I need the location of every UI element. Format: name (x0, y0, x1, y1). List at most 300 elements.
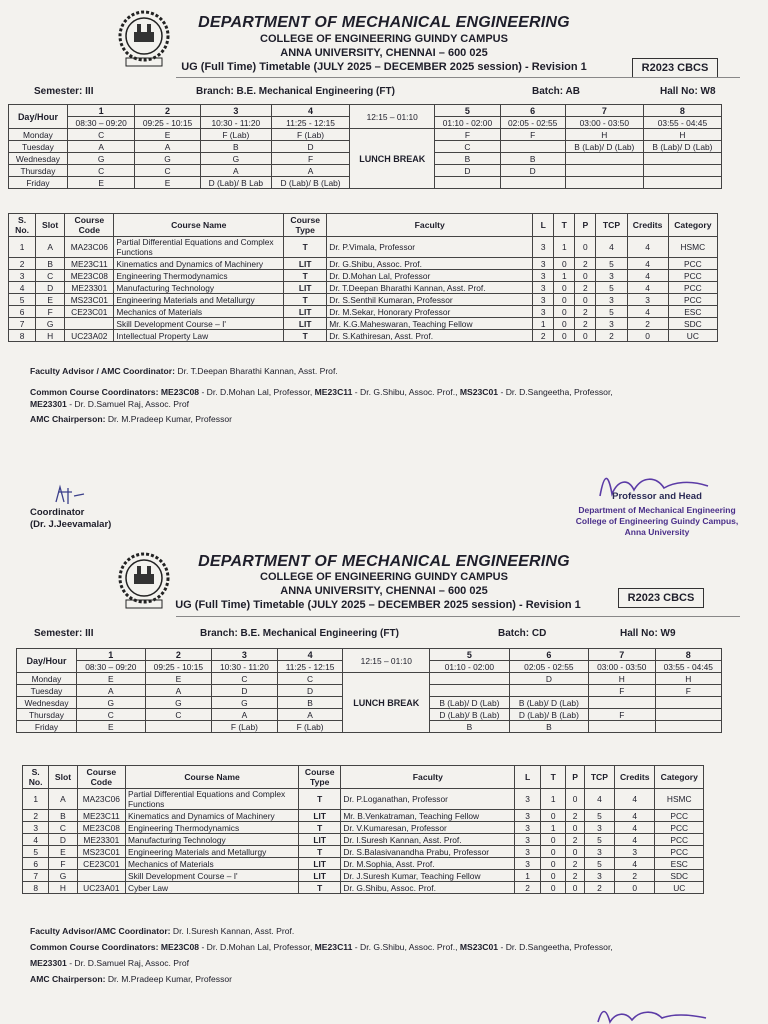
hour-header: 7 (589, 649, 655, 661)
course-name: Engineering Materials and Metallurgy (114, 294, 284, 306)
slot-cell: C (435, 141, 500, 153)
course-t: 0 (540, 834, 566, 846)
table-row (23, 822, 704, 834)
course-tcp: 5 (584, 810, 614, 822)
course-faculty: Dr. P.Loganathan, Professor (341, 789, 515, 810)
course-type: LIT (284, 258, 327, 270)
course-code: ME23C08 (65, 270, 114, 282)
course-t: 0 (540, 858, 566, 870)
course-tcp: 4 (596, 237, 627, 258)
time-header: 03:55 - 04:45 (655, 661, 722, 673)
course-code: CE23C01 (77, 858, 125, 870)
course-category: PCC (668, 294, 717, 306)
table-row (9, 258, 718, 270)
course-slot: D (36, 282, 65, 294)
slot-cell: F (435, 129, 500, 141)
course-code (77, 870, 125, 882)
col-header: Faculty (327, 214, 533, 237)
course-no: 3 (23, 822, 49, 834)
course-l: 3 (515, 822, 541, 834)
course-l: 2 (515, 882, 541, 894)
slot-cell: H (565, 129, 643, 141)
hour-header: 2 (135, 105, 200, 117)
course-faculty: Dr. J.Suresh Kumar, Teaching Fellow (341, 870, 515, 882)
course-no: 5 (9, 294, 36, 306)
course-p: 0 (566, 882, 584, 894)
course-t: 0 (554, 294, 575, 306)
slot-cell (500, 177, 565, 189)
course-faculty: Mr. K.G.Maheswaran, Teaching Fellow (327, 318, 533, 330)
course-category: PCC (668, 258, 717, 270)
ccc-code: ME23C08 (160, 387, 200, 397)
course-type: T (284, 237, 327, 258)
day-label: Monday (17, 673, 77, 685)
course-l: 3 (515, 810, 541, 822)
col-header: P (575, 214, 596, 237)
course-p: 0 (575, 330, 596, 342)
course-slot: B (49, 810, 77, 822)
course-credits: 0 (615, 882, 655, 894)
course-name: Skill Development Course – I' (126, 870, 299, 882)
faculty-advisor-label: Faculty Advisor / AMC Coordinator: (30, 366, 175, 376)
day-label: Wednesday (9, 153, 68, 165)
slot-cell: D (435, 165, 500, 177)
course-credits: 4 (615, 810, 655, 822)
slot-cell: F (Lab) (212, 721, 278, 733)
lunch-break: LUNCH BREAK (343, 673, 430, 733)
slot-cell: B (509, 721, 588, 733)
hod-title: Professor and Head (612, 491, 702, 502)
hour-header: 6 (509, 649, 588, 661)
course-code: MS23C01 (77, 846, 125, 858)
course-tcp: 5 (584, 834, 614, 846)
slot-cell: B (200, 141, 271, 153)
timetable-title: UG (Full Time) Timetable (JULY 2025 – DECEMBER 2025 session) - Revision 1 (181, 61, 587, 73)
slot-cell: D (Lab)/ B (Lab) (509, 709, 588, 721)
hour-header: 1 (67, 105, 135, 117)
table-row (9, 294, 718, 306)
slot-cell: D (Lab)/ B (Lab) (430, 709, 509, 721)
course-type: T (299, 882, 341, 894)
batch-label: Batch: AB (532, 86, 580, 97)
slot-cell (643, 153, 721, 165)
course-name: Engineering Thermodynamics (126, 822, 299, 834)
hour-header: 2 (145, 649, 211, 661)
ccc-name: - Dr. G.Shibu, Assoc. Prof., (354, 387, 458, 397)
course-no: 4 (9, 282, 36, 294)
course-faculty: Dr. T.Deepan Bharathi Kannan, Asst. Prof. (327, 282, 533, 294)
course-credits: 4 (615, 822, 655, 834)
course-slot: H (36, 330, 65, 342)
course-t: 0 (540, 870, 566, 882)
slot-cell: D (277, 685, 343, 697)
time-header: 03:55 - 04:45 (643, 117, 721, 129)
col-header: Course Type (299, 766, 341, 789)
time-header: 10:30 - 11:20 (212, 661, 278, 673)
slot-cell (643, 177, 721, 189)
slot-cell (145, 721, 211, 733)
amc-chairperson-label: AMC Chairperson: (30, 414, 106, 424)
course-type: LIT (299, 870, 341, 882)
course-name: Partial Differential Equations and Complex Functions (114, 237, 284, 258)
course-no: 7 (23, 870, 49, 882)
course-credits: 4 (627, 258, 668, 270)
slot-cell: E (76, 721, 145, 733)
day-label: Thursday (17, 709, 77, 721)
ccc-code: MS23C01 (459, 942, 499, 952)
slot-cell: F (655, 685, 722, 697)
course-no: 5 (23, 846, 49, 858)
course-l: 3 (515, 789, 541, 810)
course-credits: 4 (615, 858, 655, 870)
course-no: 1 (9, 237, 36, 258)
course-credits: 2 (615, 870, 655, 882)
course-credits: 3 (627, 294, 668, 306)
course-slot: G (36, 318, 65, 330)
slot-cell: A (200, 165, 271, 177)
slot-cell: E (135, 177, 200, 189)
course-name: Kinematics and Dynamics of Machinery (126, 810, 299, 822)
course-name: Mechanics of Materials (126, 858, 299, 870)
course-p: 2 (566, 810, 584, 822)
amc-chairperson-label: AMC Chairperson: (30, 974, 106, 984)
slot-cell (565, 177, 643, 189)
slot-cell (565, 165, 643, 177)
slot-cell (500, 141, 565, 153)
faculty-advisor-line (30, 926, 294, 936)
course-credits: 4 (615, 789, 655, 810)
course-category: PCC (655, 834, 704, 846)
course-category: HSMC (668, 237, 717, 258)
course-p: 2 (575, 258, 596, 270)
hall-label: Hall No: W9 (620, 628, 676, 639)
course-faculty: Dr. P.Vimala, Professor (327, 237, 533, 258)
course-faculty: Dr. S.Kathiresan, Asst. Prof. (327, 330, 533, 342)
course-p: 0 (575, 270, 596, 282)
slot-cell: A (272, 165, 350, 177)
course-credits: 4 (627, 306, 668, 318)
course-credits: 4 (627, 270, 668, 282)
col-header: Course Name (114, 214, 284, 237)
course-type: T (284, 330, 327, 342)
course-slot: H (49, 882, 77, 894)
course-faculty: Dr. S.Balasivanandha Prabu, Professor (341, 846, 515, 858)
coordinator-signature-icon (52, 484, 86, 506)
course-p: 2 (566, 834, 584, 846)
college-name: COLLEGE OF ENGINEERING GUINDY CAMPUS (260, 571, 508, 583)
course-credits: 4 (615, 834, 655, 846)
hour-header: 5 (430, 649, 509, 661)
time-header: 03:00 - 03:50 (589, 661, 655, 673)
slot-cell (589, 697, 655, 709)
common-coordinators-label: Common Course Coordinators: (30, 942, 159, 952)
course-t: 0 (540, 810, 566, 822)
slot-cell: G (67, 153, 135, 165)
slot-cell: C (67, 129, 135, 141)
course-slot: G (49, 870, 77, 882)
slot-cell: A (212, 709, 278, 721)
table-row (9, 306, 718, 318)
slot-cell: G (145, 697, 211, 709)
slot-cell: G (200, 153, 271, 165)
slot-cell: D (509, 673, 588, 685)
course-credits: 2 (627, 318, 668, 330)
col-header: S. No. (9, 214, 36, 237)
course-slot: E (49, 846, 77, 858)
col-header: Course Name (126, 766, 299, 789)
course-t: 0 (554, 318, 575, 330)
ccc-code: ME23301 (30, 399, 67, 409)
course-no: 1 (23, 789, 49, 810)
hour-header: 6 (500, 105, 565, 117)
slot-cell (430, 685, 509, 697)
amc-chairperson-value: Dr. M.Pradeep Kumar, Professor (107, 414, 233, 424)
course-credits: 4 (627, 237, 668, 258)
course-tcp: 3 (596, 294, 627, 306)
semester-label: Semester: III (34, 86, 94, 97)
ccc-name: - Dr. D.Sangeetha, Professor, (500, 942, 613, 952)
course-tcp: 5 (596, 282, 627, 294)
slot-cell: C (76, 709, 145, 721)
course-credits: 3 (615, 846, 655, 858)
table-row (23, 846, 704, 858)
course-no: 8 (23, 882, 49, 894)
ccc-code: ME23C08 (160, 942, 200, 952)
weekly-timetable (16, 648, 722, 733)
hod-signature-icon (592, 1006, 712, 1024)
day-label: Tuesday (9, 141, 68, 153)
course-l: 3 (533, 294, 554, 306)
ccc-code: ME23C11 (314, 942, 353, 952)
slot-cell: F (Lab) (200, 129, 271, 141)
course-tcp: 3 (584, 846, 614, 858)
course-slot: F (49, 858, 77, 870)
course-category: ESC (655, 858, 704, 870)
course-tcp: 3 (584, 822, 614, 834)
course-credits: 4 (627, 282, 668, 294)
faculty-advisor-label: Faculty Advisor/AMC Coordinator: (30, 926, 171, 936)
course-name: Mechanics of Materials (114, 306, 284, 318)
course-name: Manufacturing Technology (126, 834, 299, 846)
course-code: MA23C06 (65, 237, 114, 258)
course-faculty: Dr. S.Senthil Kumaran, Professor (327, 294, 533, 306)
course-type: T (284, 270, 327, 282)
table-row (23, 789, 704, 810)
col-header: Faculty (341, 766, 515, 789)
course-no: 8 (9, 330, 36, 342)
course-type: LIT (284, 282, 327, 294)
hod-line-3: Anna University (624, 527, 690, 537)
course-code: MA23C06 (77, 789, 125, 810)
course-category: SDC (668, 318, 717, 330)
course-t: 1 (540, 822, 566, 834)
slot-cell: D (272, 141, 350, 153)
col-header: Course Code (77, 766, 125, 789)
course-faculty: Dr. M.Sophia, Asst. Prof. (341, 858, 515, 870)
table-row (9, 270, 718, 282)
time-header: 01:10 - 02:00 (430, 661, 509, 673)
col-header: TCP (596, 214, 627, 237)
course-l: 3 (533, 258, 554, 270)
col-header: Credits (627, 214, 668, 237)
table-row (23, 882, 704, 894)
regulation-badge: R2023 CBCS (618, 588, 704, 608)
course-p: 2 (575, 318, 596, 330)
course-slot: B (36, 258, 65, 270)
university-name: ANNA UNIVERSITY, CHENNAI – 600 025 (280, 585, 488, 597)
table-row (23, 870, 704, 882)
course-faculty: Dr. M.Sekar, Honorary Professor (327, 306, 533, 318)
slot-cell (655, 721, 722, 733)
time-header: 08:30 – 09:20 (67, 117, 135, 129)
ccc-code: MS23C01 (459, 387, 499, 397)
course-type: T (284, 294, 327, 306)
course-code: ME23301 (65, 282, 114, 294)
course-name: Cyber Law (126, 882, 299, 894)
time-header: 01:10 - 02:00 (435, 117, 500, 129)
faculty-advisor-line (30, 366, 338, 376)
ccc-code: ME23C11 (314, 387, 353, 397)
course-no: 2 (23, 810, 49, 822)
hour-header: 8 (643, 105, 721, 117)
course-code: CE23C01 (65, 306, 114, 318)
course-faculty: Dr. G.Shibu, Assoc. Prof. (327, 258, 533, 270)
slot-cell: B (277, 697, 343, 709)
col-header: Slot (36, 214, 65, 237)
slot-cell (509, 685, 588, 697)
table-row (9, 330, 718, 342)
col-header: Category (668, 214, 717, 237)
ccc-name: - Dr. D.Mohan Lal, Professor, (201, 387, 313, 397)
col-header: L (533, 214, 554, 237)
slot-cell: H (643, 129, 721, 141)
course-tcp: 3 (584, 870, 614, 882)
slot-cell: B (500, 153, 565, 165)
course-slot: C (36, 270, 65, 282)
course-t: 0 (554, 258, 575, 270)
table-row (9, 282, 718, 294)
course-p: 2 (566, 858, 584, 870)
slot-cell: F (272, 153, 350, 165)
course-code: ME23301 (77, 834, 125, 846)
course-t: 1 (540, 789, 566, 810)
amc-chairperson-line (30, 974, 232, 984)
course-l: 3 (533, 282, 554, 294)
time-header: 09:25 - 10:15 (135, 117, 200, 129)
ccc-name: - Dr. D.Samuel Raj, Assoc. Prof (69, 399, 190, 409)
course-name: Skill Development Course – I' (114, 318, 284, 330)
ccc-name: - Dr. D.Sangeetha, Professor, (500, 387, 613, 397)
table-row (23, 834, 704, 846)
course-l: 1 (515, 870, 541, 882)
course-faculty: Dr. I.Suresh Kannan, Asst. Prof. (341, 834, 515, 846)
time-header: 02:05 - 02:55 (509, 661, 588, 673)
slot-cell: A (277, 709, 343, 721)
college-name: COLLEGE OF ENGINEERING GUINDY CAMPUS (260, 33, 508, 45)
course-table (8, 213, 718, 342)
slot-cell: C (212, 673, 278, 685)
weekly-timetable (8, 104, 722, 189)
slot-cell: C (277, 673, 343, 685)
time-header: 03:00 - 03:50 (565, 117, 643, 129)
lunch-break: LUNCH BREAK (350, 129, 435, 189)
course-slot: E (36, 294, 65, 306)
university-name: ANNA UNIVERSITY, CHENNAI – 600 025 (280, 47, 488, 59)
course-slot: A (36, 237, 65, 258)
col-header: Slot (49, 766, 77, 789)
department-title: DEPARTMENT OF MECHANICAL ENGINEERING (198, 14, 570, 31)
course-l: 3 (533, 270, 554, 282)
branch-label: Branch: B.E. Mechanical Engineering (FT) (200, 628, 399, 639)
slot-cell: D (500, 165, 565, 177)
slot-cell: B (Lab)/ D (Lab) (565, 141, 643, 153)
hour-header: 8 (655, 649, 722, 661)
course-category: PCC (655, 846, 704, 858)
hod-line-2: College of Engineering Guindy Campus, (575, 516, 739, 526)
lunch-time: 12:15 – 01:10 (350, 105, 435, 129)
course-slot: D (49, 834, 77, 846)
course-p: 0 (575, 294, 596, 306)
course-tcp: 2 (584, 882, 614, 894)
slot-cell: C (67, 165, 135, 177)
course-l: 3 (533, 306, 554, 318)
course-faculty: Mr. B.Venkatraman, Teaching Fellow (341, 810, 515, 822)
course-code: UC23A02 (65, 330, 114, 342)
slot-cell: B (435, 153, 500, 165)
slot-cell: D (Lab)/ B (Lab) (272, 177, 350, 189)
faculty-advisor-value: Dr. T.Deepan Bharathi Kannan, Asst. Prof. (177, 366, 338, 376)
course-slot: A (49, 789, 77, 810)
col-header: T (554, 214, 575, 237)
course-category: PCC (655, 822, 704, 834)
course-t: 0 (540, 846, 566, 858)
slot-cell (430, 673, 509, 685)
course-category: PCC (668, 282, 717, 294)
course-code (65, 318, 114, 330)
hall-label: Hall No: W8 (660, 86, 716, 97)
col-header: T (540, 766, 566, 789)
slot-cell: F (589, 709, 655, 721)
slot-cell: B (Lab)/ D (Lab) (643, 141, 721, 153)
course-code: ME23C08 (77, 822, 125, 834)
table-row (23, 858, 704, 870)
course-credits: 0 (627, 330, 668, 342)
course-faculty: Dr. G.Shibu, Assoc. Prof. (341, 882, 515, 894)
timetable-sheet-2 (0, 548, 768, 1024)
table-row (9, 237, 718, 258)
slot-cell (643, 165, 721, 177)
course-slot: C (49, 822, 77, 834)
slot-cell: B (430, 721, 509, 733)
course-table (22, 765, 704, 894)
course-name: Intellectual Property Law (114, 330, 284, 342)
course-tcp: 2 (596, 330, 627, 342)
slot-cell: F (Lab) (277, 721, 343, 733)
slot-cell: F (589, 685, 655, 697)
table-row (23, 810, 704, 822)
hour-header: 4 (277, 649, 343, 661)
coordinator-title: Coordinator (30, 507, 85, 518)
day-hour-header: Day/Hour (17, 649, 77, 673)
slot-cell (655, 709, 722, 721)
course-no: 2 (9, 258, 36, 270)
divider (176, 616, 740, 617)
course-type: LIT (299, 834, 341, 846)
course-no: 6 (23, 858, 49, 870)
slot-cell (565, 153, 643, 165)
slot-cell: A (135, 141, 200, 153)
common-coordinators-line-2 (30, 399, 189, 409)
